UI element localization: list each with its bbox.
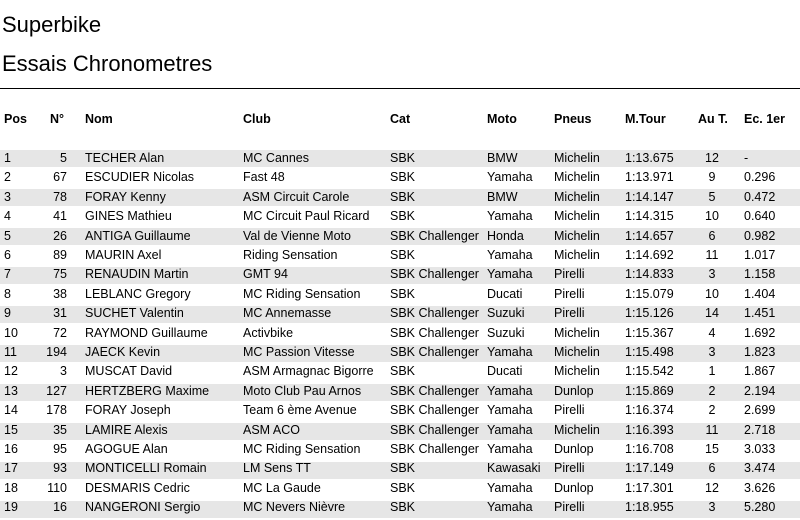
cell-tyres: Dunlop [554, 383, 594, 398]
cell-tyres: Pirelli [554, 286, 585, 301]
cell-lap-count: 14 [705, 306, 719, 321]
cell-lap-count: 11 [705, 248, 719, 262]
cell-moto: Yamaha [487, 403, 533, 418]
cell-best-lap: 1:15.367 [625, 325, 674, 340]
cell-gap: 3.474 [744, 461, 776, 476]
cell-best-lap: 1:16.374 [625, 403, 674, 418]
cell-pos: 1 [4, 151, 11, 165]
cell-gap: 3.033 [744, 442, 776, 456]
cell-club: Activbike [243, 325, 294, 340]
header-best-lap: M.Tour [625, 112, 666, 126]
cell-gap: 1.158 [744, 267, 776, 282]
cell-best-lap: 1:15.869 [625, 383, 674, 398]
header-category: Cat [390, 112, 411, 126]
cell-name: DESMARIS Cedric [85, 480, 190, 495]
cell-pos: 17 [4, 461, 18, 476]
cell-pos: 11 [4, 345, 17, 359]
cell-club: ASM Armagnac Bigorre [243, 364, 374, 379]
cell-club: Val de Vienne Moto [243, 228, 351, 243]
cell-moto: Suzuki [487, 306, 525, 321]
cell-pos: 7 [4, 267, 11, 282]
cell-tyres: Michelin [554, 364, 600, 379]
cell-club: Moto Club Pau Arnos [243, 383, 362, 398]
cell-best-lap: 1:15.079 [625, 286, 674, 301]
cell-moto: Yamaha [487, 248, 533, 262]
cell-club: MC Annemasse [243, 306, 332, 321]
cell-number: 38 [53, 286, 67, 301]
cell-pos: 12 [4, 364, 18, 379]
cell-lap-count: 9 [708, 170, 716, 185]
cell-best-lap: 1:16.393 [625, 422, 674, 437]
cell-name: TECHER Alan [85, 151, 165, 165]
header-club: Club [243, 112, 271, 126]
cell-tyres: Michelin [554, 151, 600, 165]
cell-club: ASM ACO [243, 422, 300, 437]
cell-category: SBK Challenger [390, 422, 479, 437]
cell-lap-count: 12 [705, 480, 719, 495]
cell-tyres: Pirelli [554, 500, 585, 515]
cell-pos: 19 [4, 500, 18, 515]
cell-name: SUCHET Valentin [85, 306, 184, 321]
cell-moto: Yamaha [487, 209, 533, 224]
cell-gap: 5.280 [744, 500, 776, 515]
header-lap-count: Au T. [698, 112, 728, 126]
cell-number: 78 [53, 189, 67, 204]
cell-category: SBK Challenger [390, 345, 479, 359]
cell-moto: Suzuki [487, 325, 525, 340]
cell-name: AGOGUE Alan [85, 442, 168, 456]
cell-category: SBK Challenger [390, 442, 479, 456]
cell-gap: 1.017 [744, 248, 776, 262]
cell-number: 31 [53, 306, 67, 321]
page-subtitle: Essais Chronometres [2, 51, 213, 76]
header-tyres: Pneus [554, 112, 592, 126]
cell-club: MC Cannes [243, 151, 309, 165]
cell-name: MUSCAT David [85, 364, 173, 379]
cell-name: MAURIN Axel [85, 248, 162, 262]
cell-number: 110 [47, 480, 67, 495]
cell-pos: 16 [4, 442, 18, 456]
cell-club: Fast 48 [243, 170, 285, 185]
cell-moto: Honda [487, 228, 524, 243]
cell-pos: 4 [4, 209, 11, 224]
cell-lap-count: 6 [708, 461, 716, 476]
cell-gap: 1.451 [744, 306, 776, 321]
cell-category: SBK [390, 151, 416, 165]
header-pos: Pos [4, 112, 27, 126]
cell-number: 16 [53, 500, 67, 515]
cell-gap: 2.718 [744, 422, 776, 437]
cell-gap: 1.867 [744, 364, 776, 379]
cell-best-lap: 1:14.833 [625, 267, 674, 282]
cell-lap-count: 3 [708, 345, 716, 359]
cell-name: FORAY Joseph [85, 403, 171, 418]
cell-number: 93 [53, 461, 67, 476]
cell-category: SBK [390, 209, 416, 224]
cell-pos: 2 [4, 170, 11, 185]
cell-tyres: Michelin [554, 228, 600, 243]
header-name: Nom [85, 112, 113, 126]
cell-best-lap: 1:14.147 [625, 189, 674, 204]
cell-category: SBK Challenger [390, 383, 479, 398]
cell-lap-count: 11 [705, 422, 719, 437]
cell-gap: 3.626 [744, 480, 776, 495]
cell-moto: Yamaha [487, 422, 533, 437]
cell-tyres: Dunlop [554, 442, 594, 456]
cell-number: 41 [53, 209, 67, 224]
cell-best-lap: 1:15.126 [625, 306, 674, 321]
cell-tyres: Michelin [554, 189, 600, 204]
cell-gap: 0.472 [744, 189, 776, 204]
cell-moto: Kawasaki [487, 461, 541, 476]
cell-lap-count: 2 [708, 383, 716, 398]
cell-name: RENAUDIN Martin [85, 267, 189, 282]
cell-gap: 2.699 [744, 403, 776, 418]
cell-club: MC Riding Sensation [243, 286, 361, 301]
cell-pos: 18 [4, 480, 18, 495]
cell-club: MC Circuit Paul Ricard [243, 209, 370, 224]
cell-moto: BMW [487, 151, 518, 165]
cell-gap: 1.823 [744, 345, 776, 359]
cell-category: SBK [390, 364, 416, 379]
cell-moto: Yamaha [487, 500, 533, 515]
cell-moto: Yamaha [487, 170, 533, 185]
cell-best-lap: 1:14.315 [625, 209, 674, 224]
cell-pos: 14 [4, 403, 18, 418]
cell-best-lap: 1:17.301 [625, 480, 674, 495]
cell-pos: 3 [4, 189, 11, 204]
cell-pos: 5 [4, 228, 11, 243]
cell-name: GINES Mathieu [85, 209, 172, 224]
cell-tyres: Pirelli [554, 403, 585, 418]
cell-gap: 2.194 [744, 383, 776, 398]
cell-name: JAECK Kevin [85, 345, 161, 359]
cell-tyres: Michelin [554, 170, 600, 185]
cell-best-lap: 1:15.542 [625, 364, 674, 379]
cell-tyres: Michelin [554, 325, 600, 340]
cell-pos: 9 [4, 306, 11, 321]
cell-lap-count: 3 [708, 267, 716, 282]
cell-moto: BMW [487, 189, 518, 204]
cell-tyres: Michelin [554, 345, 600, 359]
cell-number: 5 [60, 151, 67, 165]
cell-number: 72 [53, 325, 67, 340]
header-moto: Moto [487, 112, 517, 126]
cell-number: 75 [53, 267, 67, 282]
cell-gap: 0.296 [744, 170, 776, 185]
cell-club: MC Passion Vitesse [243, 345, 355, 359]
cell-name: MONTICELLI Romain [85, 461, 207, 476]
cell-name: RAYMOND Guillaume [85, 325, 208, 340]
title-divider [0, 88, 800, 89]
cell-tyres: Pirelli [554, 267, 585, 282]
cell-name: LEBLANC Gregory [85, 286, 191, 301]
cell-name: HERTZBERG Maxime [85, 383, 210, 398]
cell-club: MC Nevers Nièvre [243, 500, 346, 515]
cell-category: SBK Challenger [390, 306, 479, 321]
cell-tyres: Michelin [554, 422, 600, 437]
cell-lap-count: 12 [705, 151, 719, 165]
cell-lap-count: 4 [708, 325, 716, 340]
cell-best-lap: 1:18.955 [625, 500, 674, 515]
cell-tyres: Pirelli [554, 306, 585, 321]
cell-pos: 15 [4, 422, 18, 437]
cell-name: LAMIRE Alexis [85, 422, 168, 437]
header-gap: Ec. 1er [744, 112, 786, 126]
cell-category: SBK [390, 170, 416, 185]
cell-number: 3 [60, 364, 67, 379]
cell-tyres: Pirelli [554, 461, 585, 476]
cell-lap-count: 6 [708, 228, 716, 243]
cell-number: 89 [53, 248, 67, 262]
cell-pos: 13 [4, 383, 18, 398]
cell-category: SBK Challenger [390, 325, 479, 340]
cell-best-lap: 1:13.675 [625, 151, 674, 165]
cell-category: SBK [390, 248, 416, 262]
cell-lap-count: 2 [708, 403, 716, 418]
cell-number: 67 [53, 170, 67, 185]
cell-club: Riding Sensation [243, 248, 338, 262]
cell-moto: Ducati [487, 286, 523, 301]
cell-number: 178 [46, 403, 67, 418]
cell-gap: - [744, 151, 749, 165]
cell-best-lap: 1:16.708 [625, 442, 674, 456]
page-title: Superbike [2, 12, 102, 37]
cell-category: SBK Challenger [390, 403, 479, 418]
cell-category: SBK Challenger [390, 228, 479, 243]
cell-lap-count: 3 [708, 500, 716, 515]
cell-category: SBK [390, 500, 416, 515]
cell-club: GMT 94 [243, 267, 288, 282]
cell-tyres: Dunlop [554, 480, 594, 495]
cell-moto: Yamaha [487, 442, 533, 456]
cell-gap: 0.982 [744, 228, 776, 243]
cell-name: ESCUDIER Nicolas [85, 170, 195, 185]
cell-number: 194 [46, 345, 67, 359]
cell-club: LM Sens TT [243, 461, 311, 476]
cell-category: SBK [390, 189, 416, 204]
cell-club: Team 6 ème Avenue [243, 403, 357, 418]
cell-name: NANGERONI Sergio [85, 500, 201, 515]
cell-tyres: Michelin [554, 248, 600, 262]
cell-gap: 1.404 [744, 286, 776, 301]
cell-lap-count: 15 [705, 442, 719, 456]
cell-moto: Yamaha [487, 383, 533, 398]
cell-gap: 1.692 [744, 325, 776, 340]
cell-pos: 10 [4, 325, 18, 340]
cell-best-lap: 1:13.971 [625, 170, 674, 185]
cell-category: SBK [390, 480, 416, 495]
cell-name: ANTIGA Guillaume [85, 228, 191, 243]
cell-number: 127 [46, 383, 67, 398]
cell-moto: Yamaha [487, 267, 533, 282]
cell-lap-count: 1 [708, 364, 716, 379]
cell-best-lap: 1:17.149 [625, 461, 674, 476]
cell-category: SBK Challenger [390, 267, 479, 282]
cell-number: 26 [53, 228, 67, 243]
cell-moto: Yamaha [487, 480, 533, 495]
cell-best-lap: 1:14.692 [625, 248, 674, 262]
cell-lap-count: 10 [705, 209, 719, 224]
table-header [0, 110, 800, 129]
cell-number: 95 [53, 442, 67, 456]
cell-name: FORAY Kenny [85, 189, 166, 204]
cell-club: MC Riding Sensation [243, 442, 361, 456]
cell-club: ASM Circuit Carole [243, 189, 350, 204]
cell-gap: 0.640 [744, 209, 776, 224]
cell-moto: Ducati [487, 364, 523, 379]
cell-pos: 8 [4, 286, 11, 301]
cell-number: 35 [53, 422, 67, 437]
cell-moto: Yamaha [487, 345, 533, 359]
cell-lap-count: 10 [705, 286, 719, 301]
header-number: N° [50, 112, 65, 126]
cell-pos: 6 [4, 248, 11, 262]
cell-best-lap: 1:14.657 [625, 228, 674, 243]
cell-best-lap: 1:15.498 [625, 345, 674, 359]
cell-category: SBK [390, 461, 416, 476]
cell-lap-count: 5 [708, 189, 716, 204]
cell-tyres: Michelin [554, 209, 600, 224]
cell-club: MC La Gaude [243, 480, 321, 495]
cell-category: SBK [390, 286, 416, 301]
